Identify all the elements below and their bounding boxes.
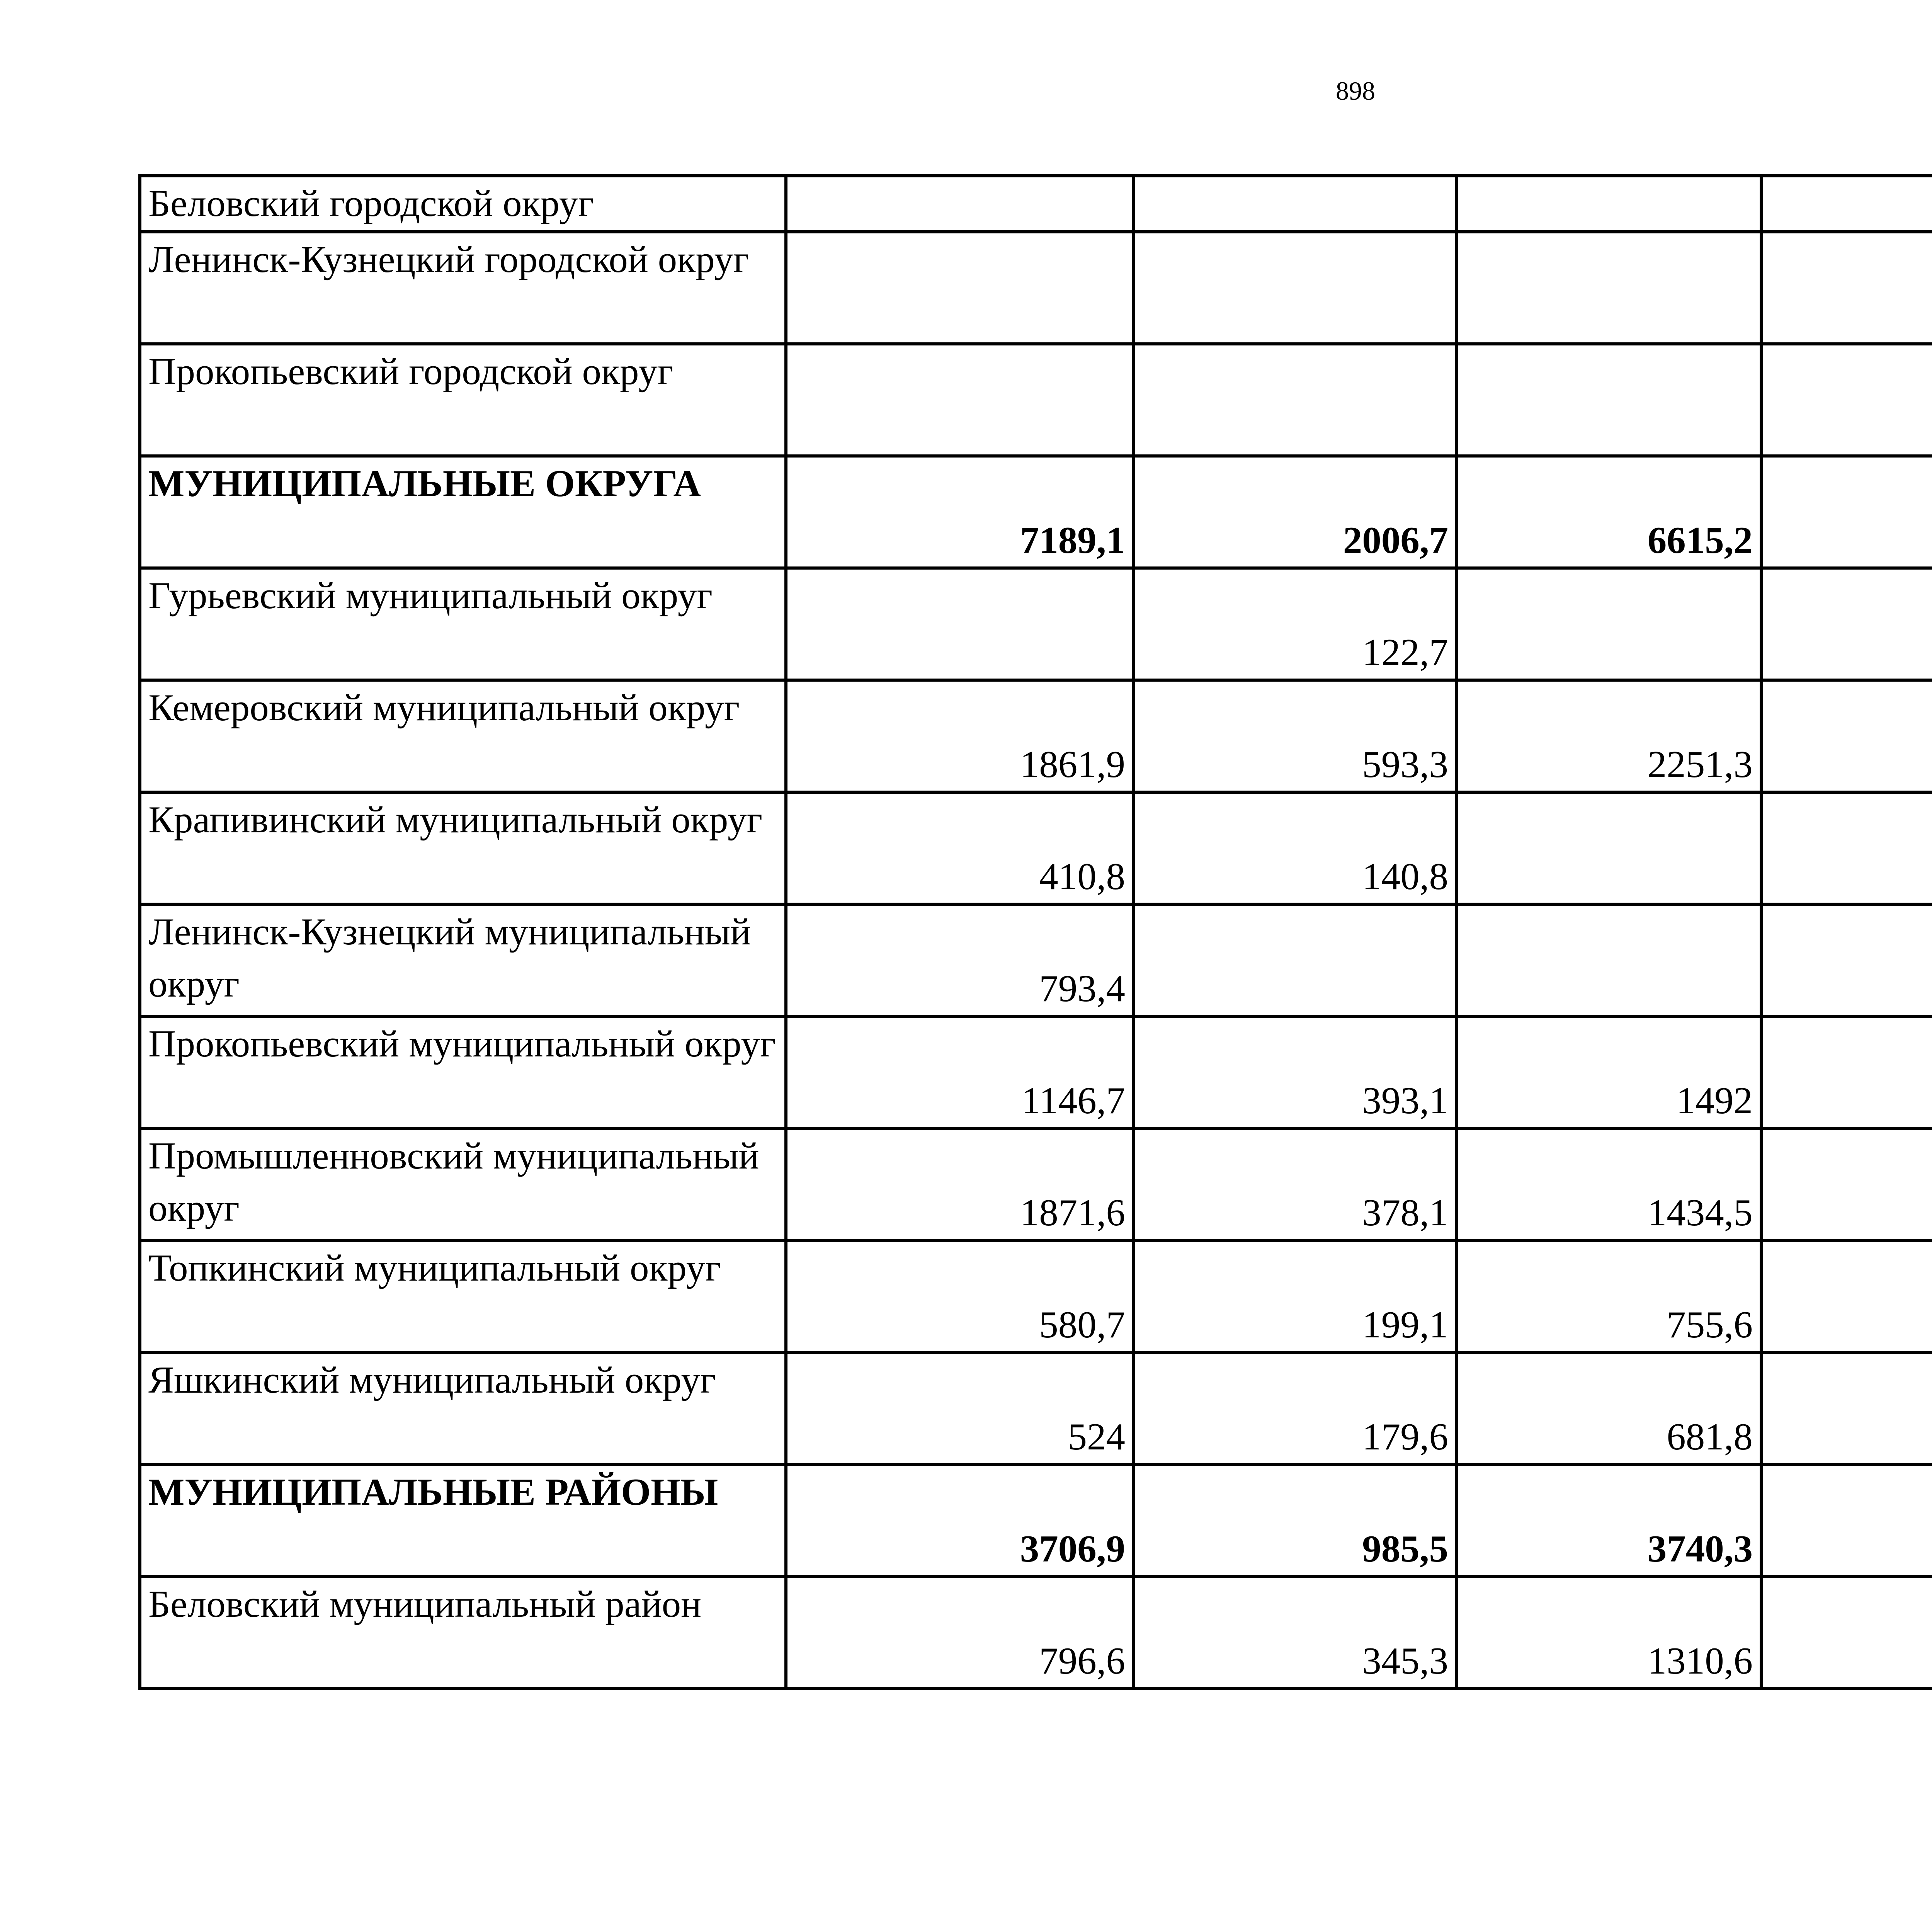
- value-cell: [1761, 1577, 1932, 1689]
- value-cell: [1761, 904, 1932, 1016]
- value-cell: 793,4: [786, 904, 1134, 1016]
- value-cell: [1457, 904, 1761, 1016]
- value-cell: 7189,1: [786, 456, 1134, 568]
- value-cell: [786, 232, 1134, 344]
- value-cell: 1310,6: [1457, 1577, 1761, 1689]
- value-cell: [1761, 1128, 1932, 1240]
- table-row: [140, 1128, 1932, 1240]
- value-cell: 2006,7: [1134, 456, 1457, 568]
- value-cell: 140,8: [1134, 792, 1457, 904]
- value-cell: 985,5: [1134, 1465, 1457, 1577]
- value-cell: 1861,9: [786, 680, 1134, 792]
- value-cell: [1761, 680, 1932, 792]
- table-row: [140, 792, 1932, 904]
- value-cell: 681,8: [1457, 1352, 1761, 1465]
- value-cell: [1761, 1016, 1932, 1128]
- table-row: [140, 680, 1932, 792]
- table-row: [140, 344, 1932, 456]
- value-cell: 410,8: [786, 792, 1134, 904]
- value-cell: 796,6: [786, 1577, 1134, 1689]
- value-cell: [1761, 1352, 1932, 1465]
- value-cell: 199,1: [1134, 1240, 1457, 1352]
- table-row: [140, 904, 1932, 1016]
- value-cell: [786, 176, 1134, 232]
- value-cell: [1761, 1465, 1932, 1577]
- value-cell: [1761, 344, 1932, 456]
- value-cell: 122,7: [1134, 568, 1457, 680]
- value-cell: 3740,3: [1457, 1465, 1761, 1577]
- row-name: Крапивинский муниципальный округ: [140, 792, 786, 904]
- table-row: [140, 1016, 1932, 1128]
- data-table: [138, 174, 1932, 1690]
- value-cell: 1492: [1457, 1016, 1761, 1128]
- value-cell: 1434,5: [1457, 1128, 1761, 1240]
- value-cell: [1457, 792, 1761, 904]
- value-cell: 1871,6: [786, 1128, 1134, 1240]
- table-row: [140, 1352, 1932, 1465]
- table-row: [140, 568, 1932, 680]
- row-name: Топкинский муниципальный округ: [140, 1240, 786, 1352]
- value-cell: 580,7: [786, 1240, 1134, 1352]
- row-name: Беловский муниципальный район: [140, 1577, 786, 1689]
- value-cell: [1457, 344, 1761, 456]
- value-cell: 3706,9: [786, 1465, 1134, 1577]
- value-cell: 378,1: [1134, 1128, 1457, 1240]
- value-cell: [1457, 176, 1761, 232]
- row-name: Яшкинский муниципальный округ: [140, 1352, 786, 1465]
- value-cell: [1761, 456, 1932, 568]
- value-cell: 2251,3: [1457, 680, 1761, 792]
- row-name: МУНИЦИПАЛЬНЫЕ ОКРУГА: [140, 456, 786, 568]
- value-cell: 179,6: [1134, 1352, 1457, 1465]
- table-row: [140, 1240, 1932, 1352]
- value-cell: 1146,7: [786, 1016, 1134, 1128]
- value-cell: [1761, 232, 1932, 344]
- value-cell: 393,1: [1134, 1016, 1457, 1128]
- value-cell: [1134, 176, 1457, 232]
- table-row: [140, 456, 1932, 568]
- row-name: Кемеровский муниципальный округ: [140, 680, 786, 792]
- table-row: [140, 176, 1932, 232]
- value-cell: [1761, 1240, 1932, 1352]
- table-row: [140, 232, 1932, 344]
- row-name: Прокопьевский муниципальный округ: [140, 1016, 786, 1128]
- row-name: Ленинск-Кузнецкий муниципальный округ: [140, 904, 786, 1016]
- value-cell: [786, 568, 1134, 680]
- row-name: Гурьевский муниципальный округ: [140, 568, 786, 680]
- value-cell: [786, 344, 1134, 456]
- value-cell: [1134, 904, 1457, 1016]
- value-cell: [1457, 232, 1761, 344]
- value-cell: [1761, 792, 1932, 904]
- value-cell: [1134, 232, 1457, 344]
- value-cell: [1761, 176, 1932, 232]
- table-row: [140, 1465, 1932, 1577]
- row-name: Промышленновский муниципальный округ: [140, 1128, 786, 1240]
- table-row: [140, 1577, 1932, 1689]
- value-cell: [1761, 568, 1932, 680]
- value-cell: 524: [786, 1352, 1134, 1465]
- row-name: Ленинск-Кузнецкий городской округ: [140, 232, 786, 344]
- row-name: Беловский городской округ: [140, 176, 786, 232]
- value-cell: 593,3: [1134, 680, 1457, 792]
- row-name: МУНИЦИПАЛЬНЫЕ РАЙОНЫ: [140, 1465, 786, 1577]
- value-cell: 755,6: [1457, 1240, 1761, 1352]
- value-cell: 345,3: [1134, 1577, 1457, 1689]
- row-name: Прокопьевский городской округ: [140, 344, 786, 456]
- page-number: 898: [1336, 76, 1375, 105]
- value-cell: [1134, 344, 1457, 456]
- value-cell: [1457, 568, 1761, 680]
- value-cell: 6615,2: [1457, 456, 1761, 568]
